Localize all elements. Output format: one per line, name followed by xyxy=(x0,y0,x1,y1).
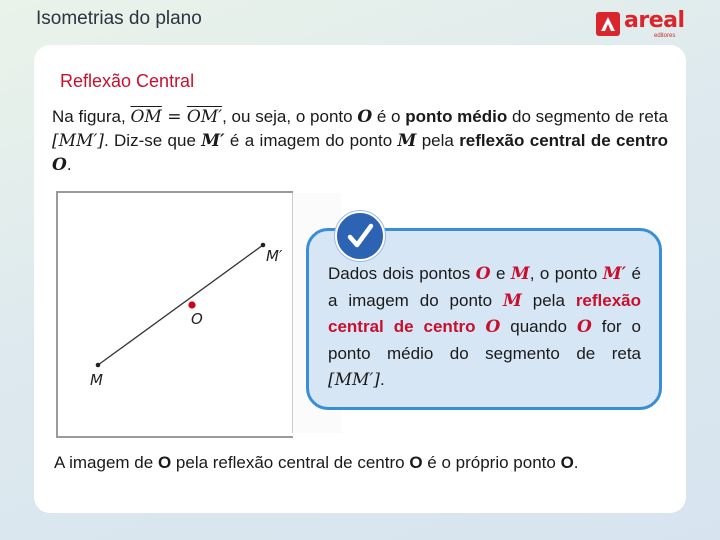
logo-wordmark: areal xyxy=(624,8,685,33)
footer-paragraph: A imagem de O pela reflexão central de centro O é o próprio ponto O. xyxy=(54,453,579,472)
logo-subtitle: editores xyxy=(654,33,676,39)
segment-OM: $\overline{OM}$ xyxy=(130,107,162,127)
point-M xyxy=(96,363,101,368)
point-Mprime xyxy=(261,243,266,248)
slide-title: Isometrias do plano xyxy=(36,8,202,29)
intro-paragraph: Na figura, $\overline{OM} = OM'$, ou seja, o ponto O é o ponto médio do segmento de reta [MM′]. Diz-se que M′ é a imagem do ponto M pela reflexão central de centro O. xyxy=(52,107,668,175)
label-M: M xyxy=(90,371,103,389)
definition-callout: Dados dois pontos O e M, o ponto M′ é a imagem do ponto M pela reflexão central de centro O quando O for o ponto médio do segmento de reta [MM′]. xyxy=(306,228,662,410)
reflection-figure xyxy=(56,191,293,438)
segment-OMprime: OM′ xyxy=(186,107,223,127)
segment-MMprime xyxy=(98,245,263,365)
label-Mprime: M′ xyxy=(266,247,283,265)
callout-term: reflexão central de centro xyxy=(328,290,642,336)
section-title: Reflexão Central xyxy=(60,71,195,91)
center-point-O xyxy=(188,301,195,308)
term-reflexao-central: reflexão central de centro xyxy=(459,131,668,150)
content-card xyxy=(34,45,686,513)
areal-logo-icon xyxy=(596,12,620,36)
label-O: O xyxy=(191,310,203,328)
checkmark-icon xyxy=(335,211,385,261)
term-ponto-medio: ponto médio xyxy=(405,107,508,126)
areal-logo xyxy=(596,10,688,40)
